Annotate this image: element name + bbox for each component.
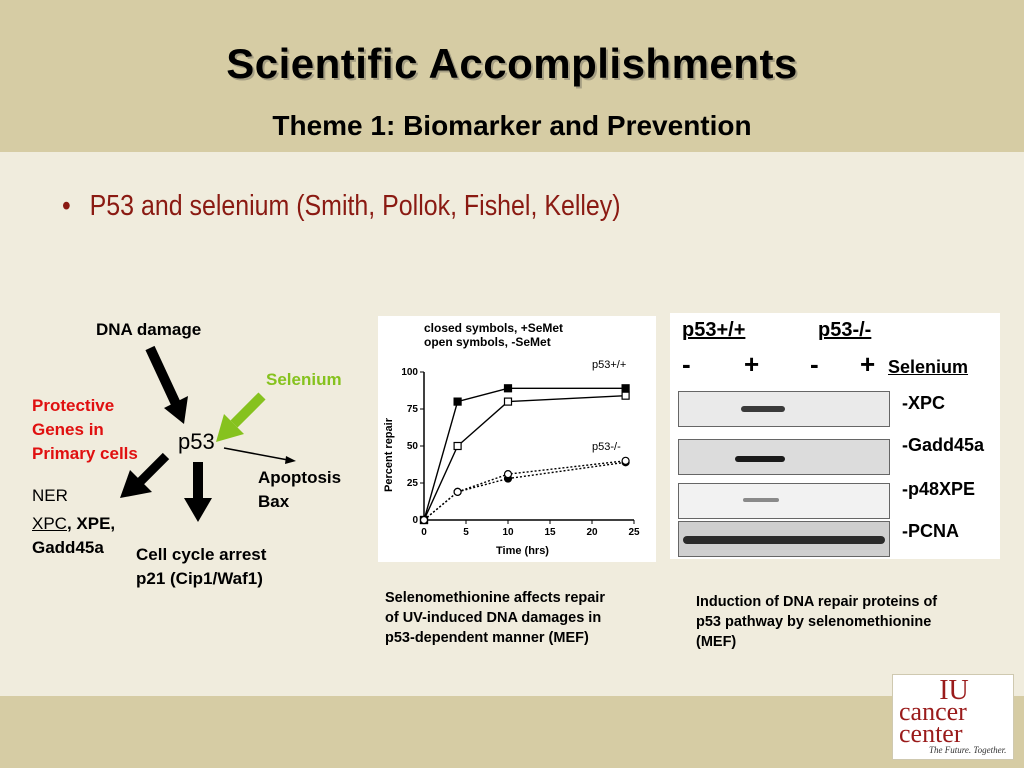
repair-graph-panel	[378, 316, 656, 562]
blot-band	[743, 498, 779, 502]
western-blot-panel	[670, 313, 1000, 559]
blot-selenium-label: Selenium	[888, 357, 969, 377]
blot-label-gadd45a: -Gadd45a	[902, 435, 985, 455]
selenium-label: Selenium	[266, 370, 342, 389]
xpe-label: , XPE,	[66, 514, 116, 533]
blot-strip-xpc	[678, 391, 890, 427]
blot-strip-pcna	[678, 521, 890, 557]
p53-node: p53	[178, 429, 215, 454]
blot-sign-3: -	[810, 349, 819, 379]
y-axis-label: Percent repair	[383, 418, 395, 492]
data-point	[454, 443, 461, 450]
blot-strip-p48xpe	[678, 483, 890, 519]
x-tick-label: 25	[628, 527, 640, 538]
blot-caption-1: Induction of DNA repair proteins of	[696, 594, 938, 610]
y-tick-label: 75	[406, 404, 418, 415]
data-point	[505, 398, 512, 405]
series-label-ko: p53-/-	[592, 441, 621, 453]
slide-title: Scientific Accomplishments	[226, 40, 798, 87]
iu-cancer-center-logo	[892, 674, 1014, 760]
apoptosis-label: Apoptosis	[258, 468, 342, 487]
bullet-symbol: •	[62, 190, 71, 222]
cell-cycle-label: Cell cycle arrest	[136, 545, 267, 564]
logo-iu: IU	[939, 675, 969, 706]
blot-head-wt: p53+/+	[682, 319, 746, 341]
graph-legend-line1: closed symbols, +SeMet	[424, 321, 564, 335]
gadd45a-label: Gadd45a	[32, 538, 104, 557]
bullet-item	[62, 190, 621, 223]
blot-sign-1: -	[682, 349, 691, 379]
ner-label: NER	[32, 486, 68, 505]
ner-arrow	[140, 456, 166, 482]
data-point	[454, 398, 461, 405]
data-point	[622, 385, 629, 392]
logo-tagline: The Future. Together.	[929, 745, 1007, 755]
selenium-arrow	[234, 396, 262, 424]
blot-label-p48xpe: -p48XPE	[902, 479, 976, 499]
data-point	[454, 488, 461, 495]
blot-band	[735, 456, 785, 462]
x-axis-label: Time (hrs)	[496, 545, 549, 557]
blot-strip-gadd45a	[678, 439, 890, 475]
data-point	[421, 517, 428, 524]
bax-label: Bax	[258, 492, 290, 511]
series-label-wt: p53+/+	[592, 359, 627, 371]
graph-caption-2: of UV-induced DNA damages in	[385, 610, 602, 626]
data-point	[622, 392, 629, 399]
logo-center: center	[899, 719, 963, 748]
x-tick-label: 0	[421, 527, 427, 538]
x-tick-label: 20	[586, 527, 598, 538]
blot-label-xpc: -XPC	[902, 393, 946, 413]
protective-label-3: Primary cells	[32, 444, 138, 463]
data-point	[505, 471, 512, 478]
apoptosis-arrowhead	[285, 456, 296, 464]
xpc-xpe-label	[32, 512, 115, 536]
x-tick-label: 10	[502, 527, 514, 538]
y-tick-label: 25	[406, 478, 418, 489]
repair-chart	[378, 316, 656, 562]
blot-label-pcna: -PCNA	[902, 521, 959, 541]
protective-label-2: Genes in	[32, 420, 104, 439]
graph-caption-3: p53-dependent manner (MEF)	[385, 630, 589, 646]
blot-caption-2: p53 pathway by selenomethionine	[696, 614, 932, 630]
data-point	[622, 457, 629, 464]
blot-sign-2: +	[744, 349, 760, 379]
slide-subtitle: Theme 1: Biomarker and Prevention	[272, 110, 752, 141]
data-point	[505, 385, 512, 392]
y-tick-label: 50	[406, 441, 418, 452]
cell-cycle-arrowhead	[184, 498, 212, 522]
blot-band	[683, 536, 885, 544]
y-tick-label: 0	[412, 515, 418, 526]
footer-band	[0, 696, 1024, 768]
blot-band	[741, 406, 785, 412]
xpc-label: XPC	[32, 514, 67, 533]
dna-damage-arrow	[150, 348, 176, 404]
blot-caption-3: (MEF)	[696, 634, 737, 650]
blot-head-ko: p53-/-	[818, 319, 872, 341]
apoptosis-arrow	[224, 448, 288, 460]
bullet-text: P53 and selenium (Smith, Pollok, Fishel, Kelley)	[89, 190, 621, 222]
p21-label: p21 (Cip1/Waf1)	[136, 569, 263, 588]
y-tick-label: 100	[401, 367, 418, 378]
graph-legend-line2: open symbols, -SeMet	[424, 335, 551, 349]
dna-damage-label: DNA damage	[96, 320, 202, 339]
protective-label-1: Protective	[32, 396, 115, 415]
x-tick-label: 15	[544, 527, 556, 538]
logo-cancer: cancer	[899, 697, 967, 726]
x-tick-label: 5	[463, 527, 469, 538]
blot-sign-4: +	[860, 349, 876, 379]
graph-caption-1: Selenomethionine affects repair	[385, 590, 605, 606]
